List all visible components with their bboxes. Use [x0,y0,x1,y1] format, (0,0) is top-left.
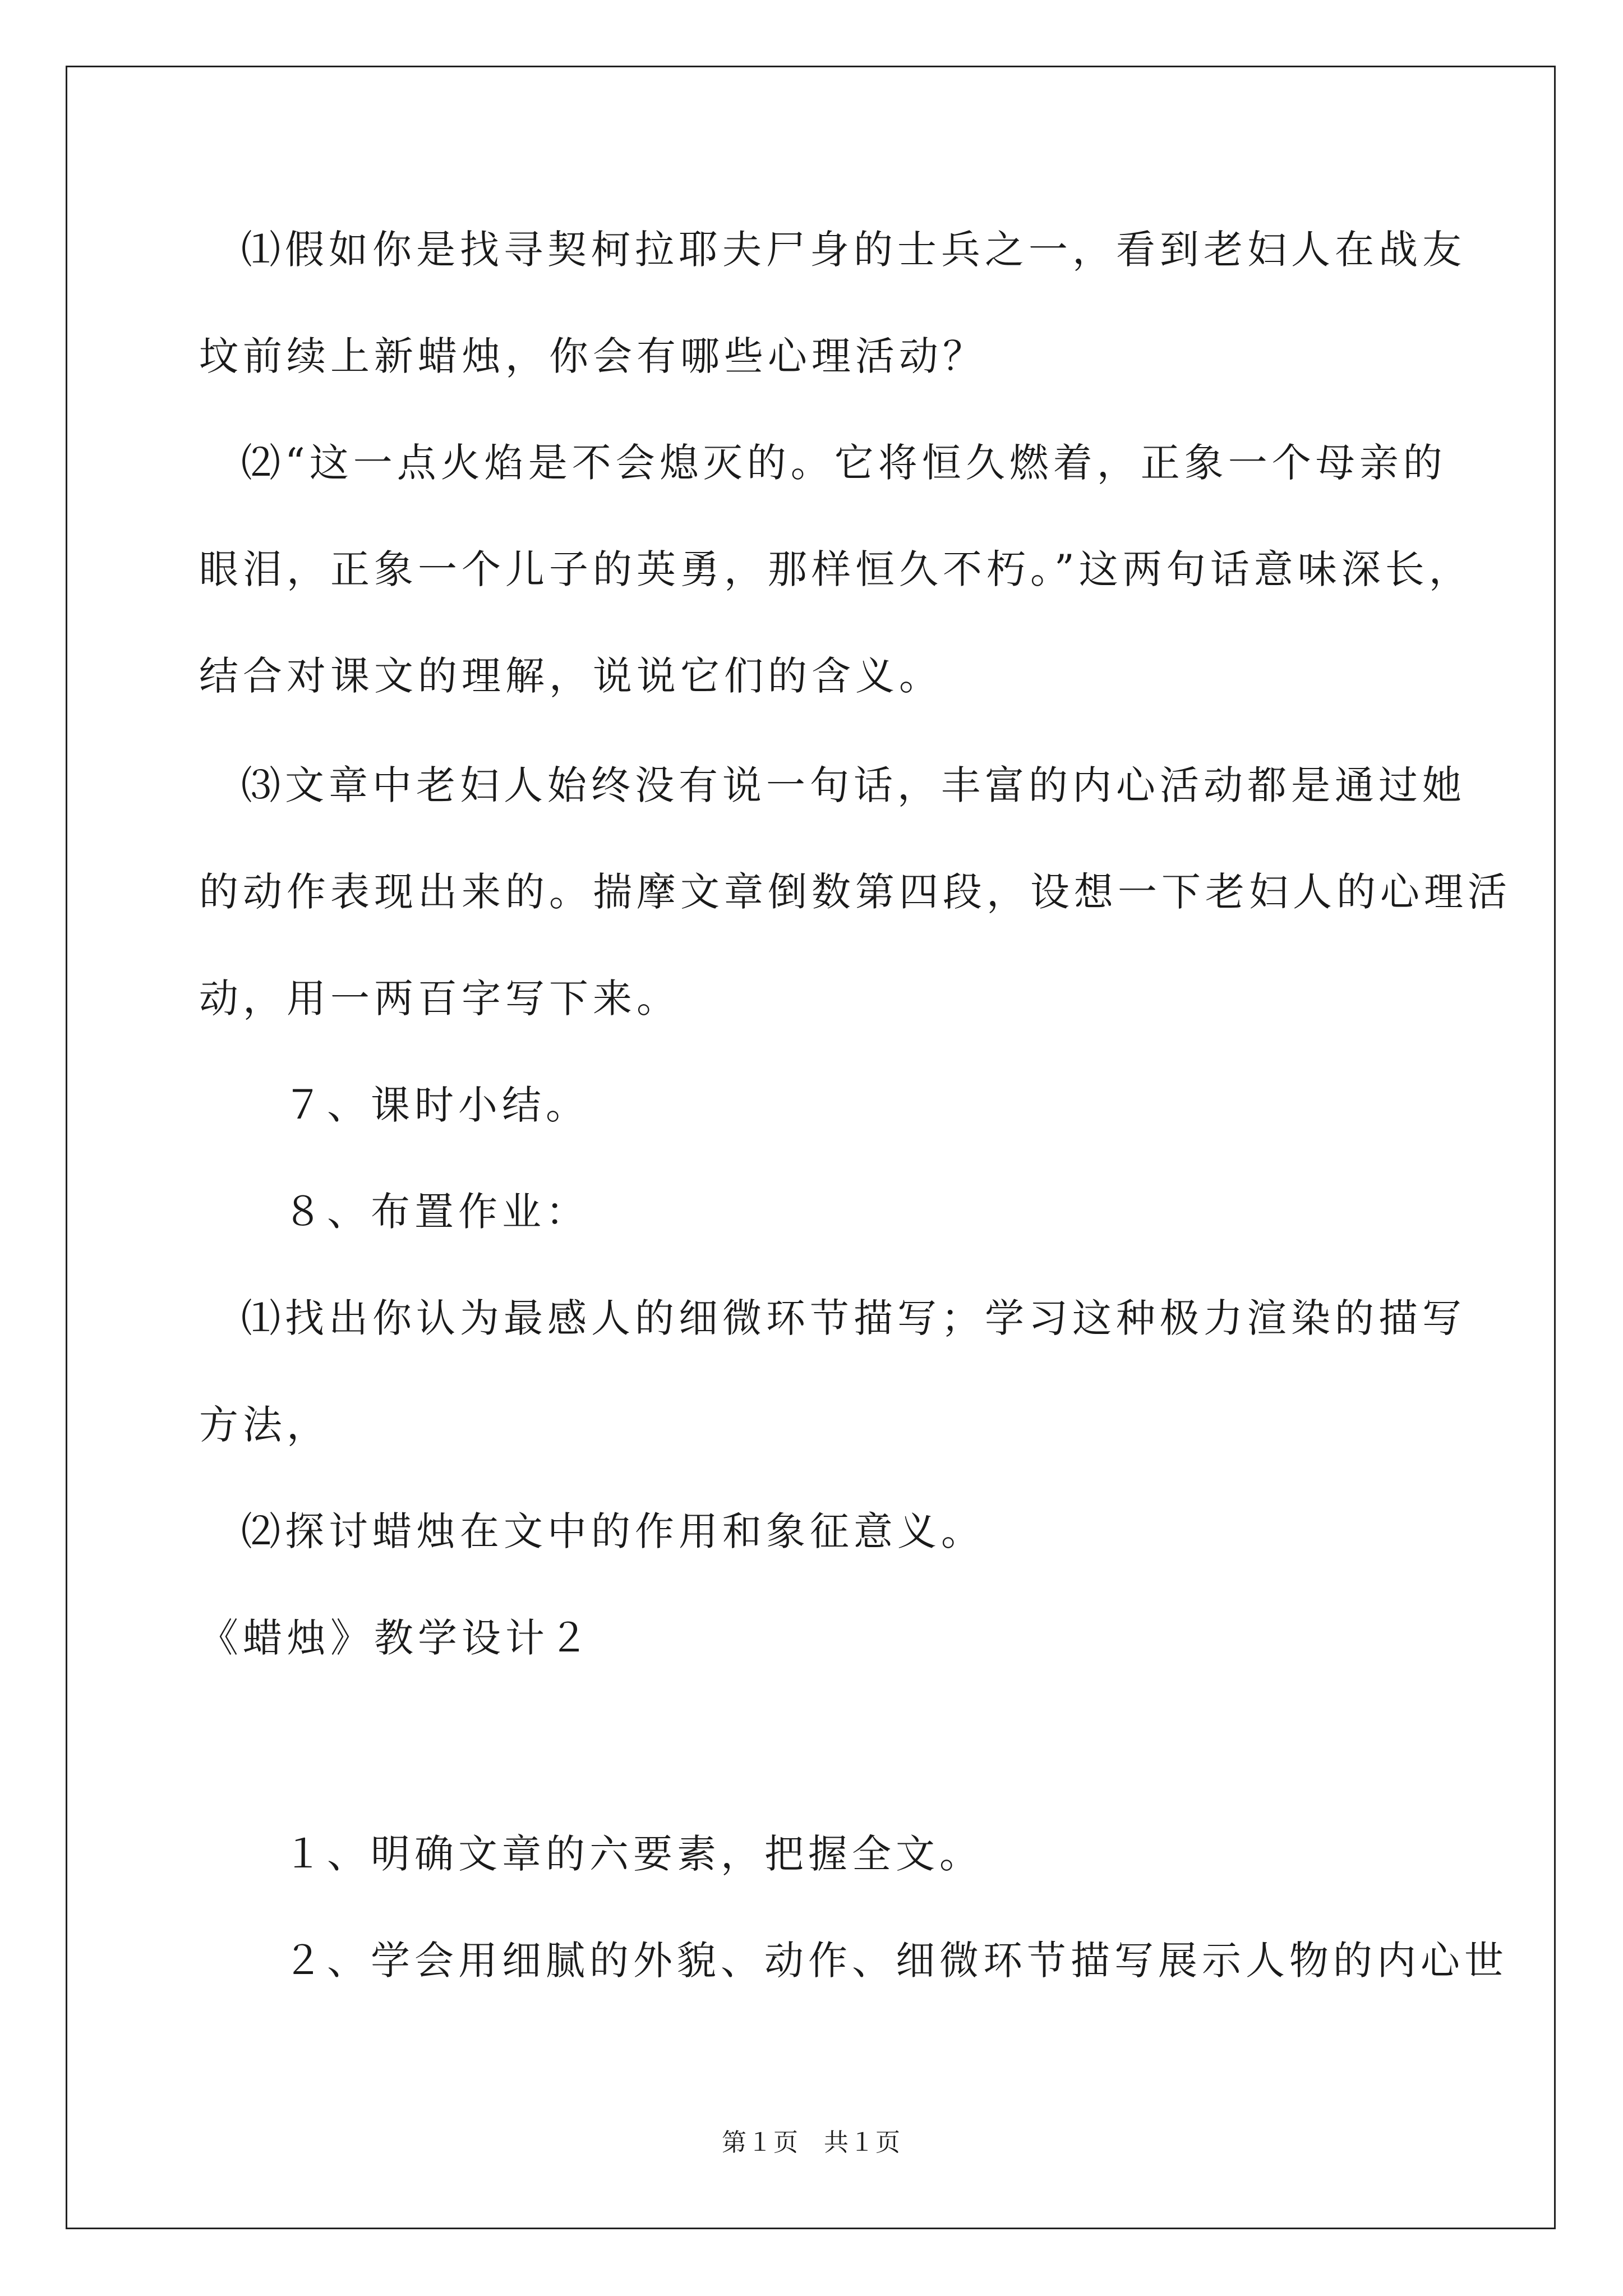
section-heading: ８、布置作业： [283,1189,589,1235]
list-item: ２、学会用细腻的外貌、动作、细微环节描写展示人物的内心世 [283,1938,1508,1984]
page-total: 共１页 [824,2128,901,2157]
paragraph-line: ⑵“这一点火焰是不会熄灭的。它将恒久燃着，正象一个母亲的 [241,440,1447,486]
paragraph-line: ⑴假如你是找寻契柯拉耶夫尸身的士兵之一，看到老妇人在战友 [241,227,1466,273]
paragraph-line: 结合对课文的理解，说说它们的含义。 [199,653,943,699]
paragraph-line: 方法， [199,1402,330,1448]
paragraph-line: 动，用一两百字写下来。 [199,976,680,1022]
page-number: 第１页 [722,2128,799,2157]
paragraph-line: 的动作表现出来的。揣摩文章倒数第四段，设想一下老妇人的心理活 [199,869,1511,915]
document-title: 《蜡烛》教学设计２ [199,1615,593,1661]
page-footer [0,2126,1623,2160]
page-border [66,66,1556,2229]
paragraph-line: ⑵探讨蜡烛在文中的作用和象征意义。 [241,1508,985,1554]
list-item: １、明确文章的六要素，把握全文。 [283,1831,983,1877]
paragraph-line: ⑶文章中老妇人始终没有说一句话，丰富的内心活动都是通过她 [241,762,1466,808]
paragraph-line: 坟前续上新蜡烛，你会有哪些心理活动？ [199,333,986,379]
paragraph-line: ⑴找出你认为最感人的细微环节描写；学习这种极力渲染的描写 [241,1295,1466,1341]
section-heading: ７、课时小结。 [283,1082,589,1128]
paragraph-line: 眼泪，正象一个儿子的英勇，那样恒久不朽。”这两句话意味深长， [199,546,1473,592]
